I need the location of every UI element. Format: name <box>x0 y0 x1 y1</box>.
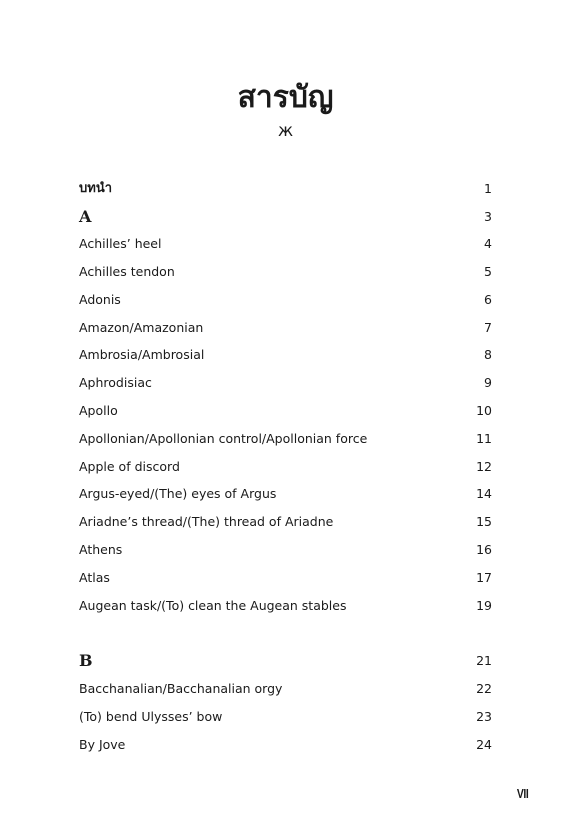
toc-entry-page: 11 <box>476 431 492 446</box>
toc-entry[interactable] <box>79 596 492 616</box>
toc-entry-label: By Jove <box>79 737 126 752</box>
toc-entry-label: Ambrosia/Ambrosial <box>79 347 205 362</box>
toc-entry[interactable] <box>79 262 492 282</box>
toc-entry[interactable] <box>79 401 492 421</box>
toc-entry-label: Apollonian/Apollonian control/Apollonian force <box>79 431 368 446</box>
toc-entry-page: 9 <box>484 375 492 390</box>
toc-entry[interactable] <box>79 234 492 254</box>
toc-entry[interactable] <box>79 429 492 449</box>
toc-entry-label: Amazon/Amazonian <box>79 320 204 335</box>
toc-entry-label: Achilles’ heel <box>79 236 162 251</box>
toc-entry[interactable] <box>79 345 492 365</box>
toc-section-letter: B <box>79 651 93 670</box>
toc-entry[interactable] <box>79 568 492 588</box>
toc-entry-label: (To) bend Ulysses’ bow <box>79 709 223 724</box>
page-number: VII <box>516 786 528 801</box>
toc-entry-page: 24 <box>476 737 492 752</box>
toc-entry[interactable] <box>79 512 492 532</box>
toc-entry-page: 1 <box>484 181 492 196</box>
toc-entry-page: 3 <box>484 209 492 224</box>
toc-entry-page: 16 <box>476 542 492 557</box>
toc-entry-page: 21 <box>476 653 492 668</box>
toc-entry-label: บทนำ <box>79 181 113 196</box>
toc-entry[interactable] <box>79 540 492 560</box>
toc-entry[interactable] <box>79 707 492 727</box>
toc-entry-page: 5 <box>484 264 492 279</box>
toc-entry-page: 4 <box>484 236 492 251</box>
toc-entry-label: Augean task/(To) clean the Augean stables <box>79 598 347 613</box>
toc-entry-introduction[interactable] <box>79 179 492 199</box>
toc-entry-page: 17 <box>476 570 492 585</box>
toc-entry-page: 23 <box>476 709 492 724</box>
toc-entry[interactable] <box>79 290 492 310</box>
toc-entry-label: Apple of discord <box>79 459 180 474</box>
toc-entry-page: 14 <box>476 486 492 501</box>
toc-entry-page: 6 <box>484 292 492 307</box>
toc-entry[interactable] <box>79 735 492 755</box>
toc-entry-page: 8 <box>484 347 492 362</box>
toc-section-a[interactable] <box>79 207 492 227</box>
toc-section-b[interactable] <box>79 651 492 671</box>
toc-entry-label: Aphrodisiac <box>79 375 152 390</box>
toc-entry-page: 12 <box>476 459 492 474</box>
toc-entry[interactable] <box>79 484 492 504</box>
toc-entry-label: Ariadne’s thread/(The) thread of Ariadne <box>79 514 334 529</box>
toc-entry-label: Atlas <box>79 570 110 585</box>
toc-entry-label: Argus-eyed/(The) eyes of Argus <box>79 486 277 501</box>
toc-entry[interactable] <box>79 373 492 393</box>
toc-entry-page: 19 <box>476 598 492 613</box>
toc-entry-page: 15 <box>476 514 492 529</box>
toc-entry-label: Achilles tendon <box>79 264 175 279</box>
title-ornament: ж <box>277 121 294 141</box>
toc-entry-label: Athens <box>79 542 123 557</box>
toc-entry[interactable] <box>79 457 492 477</box>
toc-entry-label: Adonis <box>79 292 121 307</box>
toc-section-letter: A <box>79 207 92 226</box>
toc-entry-page: 7 <box>484 320 492 335</box>
toc-entry-page: 22 <box>476 681 492 696</box>
page-title: สารบัญ <box>237 80 334 115</box>
toc-entry-label: Apollo <box>79 403 118 418</box>
toc-entry-label: Bacchanalian/Bacchanalian orgy <box>79 681 283 696</box>
toc-entry-page: 10 <box>476 403 492 418</box>
toc-entry[interactable] <box>79 679 492 699</box>
toc-entry[interactable] <box>79 318 492 338</box>
